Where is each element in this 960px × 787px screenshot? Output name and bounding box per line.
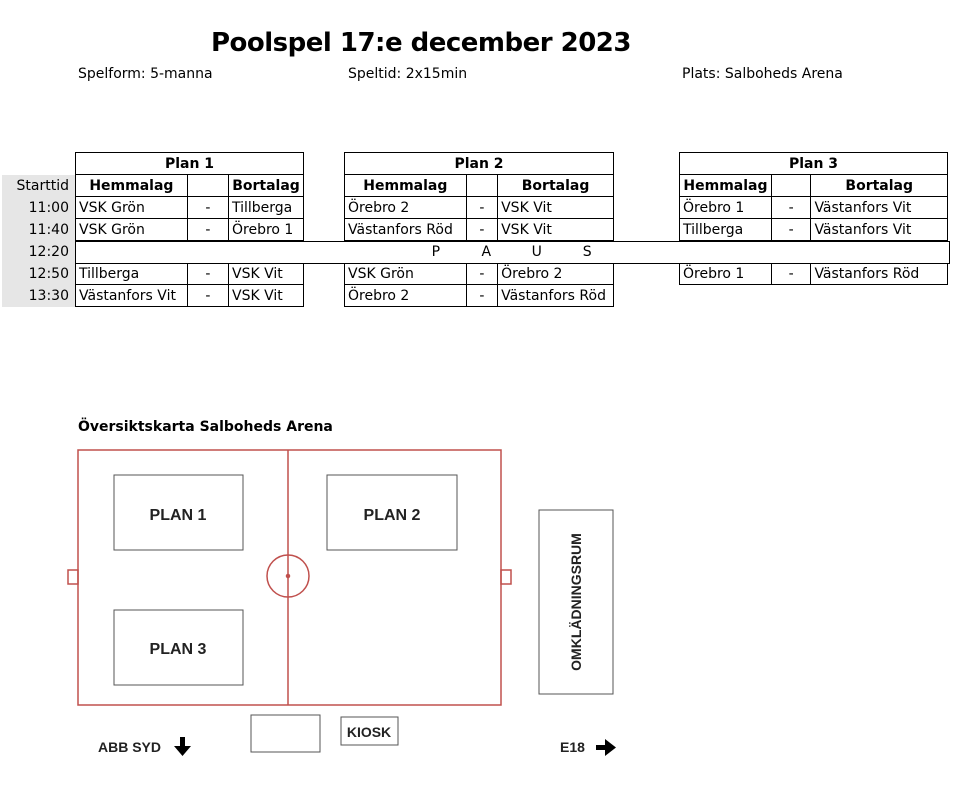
away-team: Västanfors Vit (811, 197, 948, 219)
vs-dash: - (771, 263, 810, 285)
table-row (76, 263, 304, 285)
empty-building (251, 715, 320, 752)
away-team: Örebro 1 (229, 219, 304, 241)
vs-dash: - (466, 263, 497, 285)
table-row (76, 285, 304, 307)
home-team: Västanfors Röd (345, 219, 467, 241)
pause-letter: A (481, 244, 494, 260)
kiosk-label: KIOSK (346, 724, 392, 740)
vs-dash: - (771, 219, 810, 241)
arena-map (60, 440, 660, 770)
plan-2-label: PLAN 2 (363, 507, 421, 524)
pause-letter: U (531, 244, 544, 260)
exit-south-label: ABB SYD (98, 739, 162, 755)
home-team: Örebro 1 (680, 263, 772, 285)
away-team: Västanfors Röd (811, 263, 948, 285)
vs-dash: - (187, 263, 228, 285)
dash-header (466, 175, 497, 197)
goal-left (68, 570, 78, 584)
vs-dash: - (187, 285, 228, 307)
start-time-column (2, 175, 75, 307)
plan-3-label: PLAN 3 (149, 641, 207, 658)
home-team-header: Hemmalag (76, 175, 188, 197)
home-team: Tillberga (76, 263, 188, 285)
game-format: Spelform: 5-manna (78, 66, 213, 82)
vs-dash: - (466, 285, 497, 307)
vs-dash: - (466, 197, 497, 219)
vs-dash: - (187, 197, 228, 219)
table-row (345, 285, 614, 307)
page-title: Poolspel 17:e december 2023 (210, 28, 631, 58)
vs-dash: - (187, 219, 228, 241)
plan-2-title: Plan 2 (345, 153, 614, 175)
center-spot (287, 575, 290, 578)
table-row (76, 197, 304, 219)
away-team: VSK Vit (498, 197, 614, 219)
home-team: Västanfors Vit (76, 285, 188, 307)
dash-header (771, 175, 810, 197)
home-team: Örebro 2 (345, 197, 467, 219)
locker-room-label: OMKLÄDNINGSRUM (568, 533, 584, 671)
away-team-header: Bortalag (811, 175, 948, 197)
home-team: VSK Grön (76, 219, 188, 241)
away-team: Tillberga (229, 197, 304, 219)
venue: Plats: Salboheds Arena (682, 66, 843, 82)
table-row (345, 219, 614, 241)
vs-dash: - (466, 219, 497, 241)
away-team: Västanfors Röd (498, 285, 614, 307)
home-team: Tillberga (680, 219, 772, 241)
plan-2-schedule (344, 152, 614, 307)
away-team: VSK Vit (229, 285, 304, 307)
table-row (680, 197, 948, 219)
map-title: Översiktskarta Salboheds Arena (78, 419, 333, 435)
home-team: VSK Grön (76, 197, 188, 219)
away-team: Örebro 2 (498, 263, 614, 285)
start-time-header: Starttid (16, 178, 69, 194)
dash-header (187, 175, 228, 197)
pause-row (75, 241, 950, 264)
game-duration: Speltid: 2x15min (348, 66, 468, 82)
plan-1-label: PLAN 1 (149, 507, 207, 524)
time-slot: 11:40 (28, 222, 69, 238)
pause-letter: S (582, 244, 594, 260)
time-slot: 12:20 (28, 244, 69, 260)
table-row (680, 219, 948, 241)
vs-dash: - (771, 197, 810, 219)
time-slot: 13:30 (28, 288, 69, 304)
home-team: Örebro 1 (680, 197, 772, 219)
home-team-header: Hemmalag (345, 175, 467, 197)
table-row (345, 197, 614, 219)
arrow-down-icon (174, 737, 191, 756)
away-team-header: Bortalag (498, 175, 614, 197)
time-slot: 12:50 (28, 266, 69, 282)
home-team: Örebro 2 (345, 285, 467, 307)
plan-3-schedule (679, 152, 948, 285)
table-row (76, 219, 304, 241)
away-team-header: Bortalag (229, 175, 304, 197)
plan-1-title: Plan 1 (76, 153, 304, 175)
goal-right (501, 570, 511, 584)
away-team: VSK Vit (498, 219, 614, 241)
pause-letter: P (431, 244, 443, 260)
away-team: Västanfors Vit (811, 219, 948, 241)
exit-east-label: E18 (560, 739, 585, 755)
table-row (680, 263, 948, 285)
arrow-right-icon (596, 739, 616, 756)
away-team: VSK Vit (229, 263, 304, 285)
time-slot: 11:00 (28, 200, 69, 216)
plan-1-schedule (75, 152, 304, 307)
home-team: VSK Grön (345, 263, 467, 285)
home-team-header: Hemmalag (680, 175, 772, 197)
table-row (345, 263, 614, 285)
plan-3-title: Plan 3 (680, 153, 948, 175)
